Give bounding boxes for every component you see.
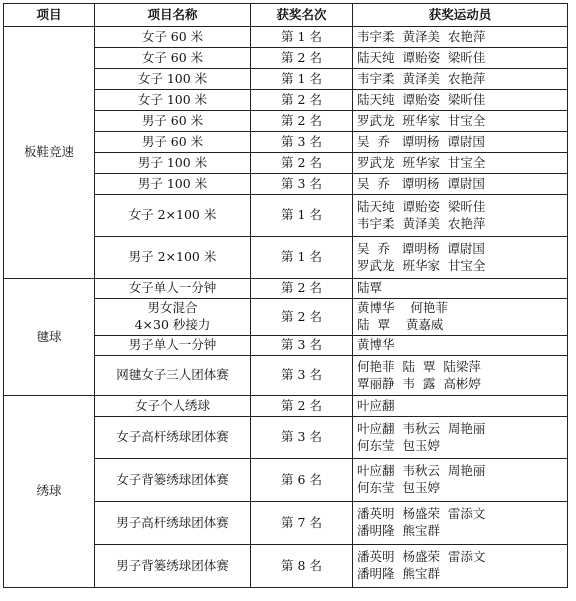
athlete-line: 陆 覃 黄嘉威: [357, 317, 444, 332]
rank-cell: 第 2 名: [251, 90, 353, 111]
athlete-line: 陆覃: [357, 280, 383, 296]
athlete-line: 叶应翻 韦秋云 周艳丽: [357, 420, 486, 436]
table-row: [4, 396, 568, 417]
event-name: 女子背篓绣球团体赛: [116, 471, 229, 487]
athlete-line: 陆天纯 谭贻姿 梁昕佳: [357, 91, 486, 107]
rank-cell: 第 6 名: [251, 459, 353, 502]
athlete-line: 吴 乔 谭明杨 谭尉国: [357, 133, 485, 149]
rank-cell: 第 2 名: [251, 396, 353, 417]
event-name: 女子 60 米: [141, 28, 204, 44]
header-row: [4, 4, 568, 27]
athlete-line: 吴 乔 谭明杨 谭尉国: [357, 175, 485, 191]
event-name-cell: [95, 48, 251, 69]
event-name: 男女混合 4×30 秒接力: [134, 300, 211, 332]
athlete-line: 潘英明 杨盛荣 雷添文: [357, 506, 486, 522]
athlete-line: 覃丽静 韦 露 高彬婷: [357, 375, 481, 391]
athlete-line: 叶应翻 韦秋云 周艳丽: [357, 463, 486, 479]
athlete-line: 潘明隆 熊宝群: [357, 523, 440, 538]
athletes-cell: [353, 299, 568, 336]
event-name-cell: [95, 237, 251, 279]
event-name-cell: [95, 396, 251, 417]
table-row: [4, 279, 568, 299]
athlete-line: 何艳菲 陆 覃 陆梁萍: [357, 358, 481, 374]
athletes-cell: [353, 336, 568, 356]
event-name: 男子 2×100 米: [128, 249, 217, 265]
athletes-cell: [353, 48, 568, 69]
event-name: 女子 100 米: [137, 91, 208, 107]
athletes-cell: [353, 111, 568, 132]
athlete-line: 韦宇柔 黄泽美 农艳萍: [357, 70, 486, 86]
event-name-cell: [95, 502, 251, 545]
rank-cell: 第 3 名: [251, 417, 353, 459]
event-name-cell: [95, 174, 251, 195]
rank-cell: 第 3 名: [251, 132, 353, 153]
athletes-cell: [353, 153, 568, 174]
event-name: 女子 100 米: [137, 70, 208, 86]
rank-cell: 第 3 名: [251, 336, 353, 356]
event-name-cell: [95, 111, 251, 132]
athlete-line: 黄博华 何艳菲: [357, 300, 448, 316]
event-name: 男子高杆绣球团体赛: [116, 514, 229, 530]
athlete-line: 韦宇柔 黄泽美 农艳萍: [357, 28, 486, 44]
rank-cell: 第 7 名: [251, 502, 353, 545]
rank-cell: 第 2 名: [251, 299, 353, 336]
athlete-line: 韦宇柔 黄泽美 农艳萍: [357, 215, 486, 231]
athletes-cell: [353, 356, 568, 396]
athlete-line: 陆天纯 谭贻姿 梁昕佳: [357, 49, 486, 65]
event-name-cell: [95, 545, 251, 588]
athletes-cell: [353, 459, 568, 502]
athletes-cell: [353, 195, 568, 237]
event-name-cell: [95, 27, 251, 48]
athlete-line: 黄博华: [357, 337, 395, 353]
rank-cell: 第 1 名: [251, 195, 353, 237]
header-category: 项目: [4, 4, 95, 27]
event-name-cell: [95, 69, 251, 90]
event-name-cell: [95, 356, 251, 396]
athlete-line: 何东莹 包玉婷: [357, 480, 440, 495]
event-name-cell: [95, 132, 251, 153]
athletes-cell: [353, 396, 568, 417]
event-name-cell: [95, 279, 251, 299]
athletes-cell: [353, 132, 568, 153]
athletes-cell: [353, 27, 568, 48]
event-name: 男子 60 米: [141, 112, 204, 128]
event-name: 男子 60 米: [141, 133, 204, 149]
table-row: [4, 27, 568, 48]
athlete-line: 陆天纯 谭贻姿 梁昕佳: [357, 198, 486, 214]
event-name: 女子高杆绣球团体赛: [116, 429, 229, 445]
category-cell: 绣球: [4, 396, 95, 588]
event-name: 女子 2×100 米: [128, 207, 217, 223]
athletes-cell: [353, 545, 568, 588]
athlete-line: 罗武龙 班华家 甘宝全: [357, 154, 486, 170]
rank-cell: 第 2 名: [251, 111, 353, 132]
rank-cell: 第 3 名: [251, 174, 353, 195]
athletes-cell: [353, 502, 568, 545]
athlete-line: 何东莹 包玉婷: [357, 437, 440, 453]
rank-cell: 第 8 名: [251, 545, 353, 588]
rank-cell: 第 1 名: [251, 69, 353, 90]
athletes-cell: [353, 237, 568, 279]
athlete-line: 罗武龙 班华家 甘宝全: [357, 112, 486, 128]
event-name-cell: [95, 299, 251, 336]
event-name-cell: [95, 336, 251, 356]
event-name-cell: [95, 417, 251, 459]
athletes-cell: [353, 279, 568, 299]
athletes-cell: [353, 174, 568, 195]
athletes-cell: [353, 90, 568, 111]
header-event-name: 项目名称: [95, 4, 251, 27]
event-name: 网毽女子三人团体赛: [116, 367, 229, 383]
event-name-cell: [95, 459, 251, 502]
event-name: 男子 100 米: [137, 175, 208, 191]
category-cell: 板鞋竞速: [4, 27, 95, 279]
event-name: 男子单人一分钟: [128, 337, 217, 353]
rank-cell: 第 3 名: [251, 356, 353, 396]
category-cell: 毽球: [4, 279, 95, 396]
header-rank: 获奖名次: [251, 4, 353, 27]
event-name: 男子 100 米: [137, 154, 208, 170]
event-name: 女子 60 米: [141, 49, 204, 65]
rank-cell: 第 2 名: [251, 48, 353, 69]
athlete-line: 潘英明 杨盛荣 雷添文: [357, 549, 486, 565]
rank-cell: 第 2 名: [251, 153, 353, 174]
event-name-cell: [95, 90, 251, 111]
athlete-line: 叶应翻: [357, 397, 395, 413]
table-body: [4, 27, 568, 588]
rank-cell: 第 2 名: [251, 279, 353, 299]
athletes-cell: [353, 69, 568, 90]
rank-cell: 第 1 名: [251, 27, 353, 48]
header-athletes: 获奖运动员: [353, 4, 568, 27]
event-name: 女子单人一分钟: [128, 280, 217, 296]
event-name-cell: [95, 195, 251, 237]
rank-cell: 第 1 名: [251, 237, 353, 279]
athlete-line: 潘明隆 熊宝群: [357, 566, 440, 581]
athlete-line: 吴 乔 谭明杨 谭尉国: [357, 240, 485, 256]
event-name-cell: [95, 153, 251, 174]
athlete-line: 罗武龙 班华家 甘宝全: [357, 257, 486, 273]
athletes-cell: [353, 417, 568, 459]
event-name: 女子个人绣球: [134, 397, 210, 413]
event-name: 男子背篓绣球团体赛: [116, 557, 229, 573]
awards-table: [3, 3, 568, 588]
